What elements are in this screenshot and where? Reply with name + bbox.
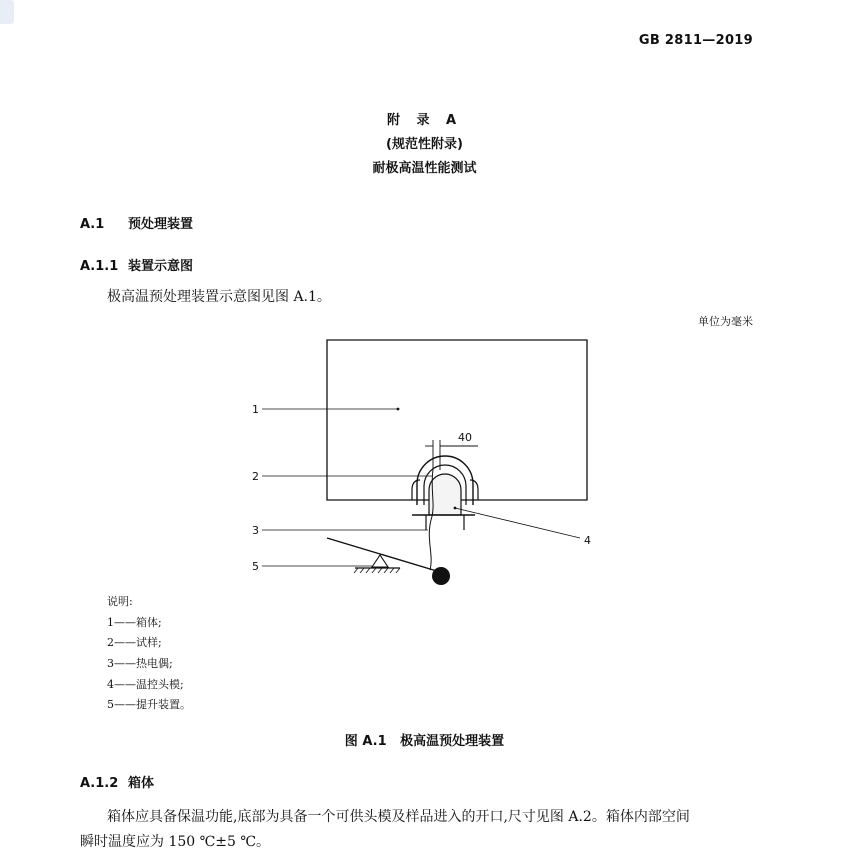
legend-item-1: 1——箱体; (107, 616, 162, 629)
appendix-title: 耐极高温性能测试 (372, 161, 477, 176)
callout-5: 5 (252, 560, 259, 573)
lift-weight (432, 567, 450, 585)
section-a12-number: A.1.2 (80, 776, 119, 791)
callout-1: 1 (252, 403, 259, 416)
section-a12-heading (80, 772, 154, 791)
section-a11-paragraph: 极高温预处理装置示意图见图 A.1。 (107, 289, 331, 305)
section-a11-title: 装置示意图 (128, 259, 194, 274)
leader-4 (455, 508, 580, 538)
legend-item-5: 5——提升装置。 (107, 698, 191, 711)
legend-item-2: 2——试样; (107, 636, 162, 649)
callout-2: 2 (252, 470, 259, 483)
legend-title: 说明: (107, 595, 133, 608)
head-form (429, 474, 461, 515)
section-a12-paragraph-line-2: 瞬时温度应为 150 ℃±5 ℃。 (80, 834, 271, 850)
unit-note: 单位为毫米 (698, 315, 753, 328)
standard-number: GB 2811—2019 (638, 33, 753, 48)
section-a11-number: A.1.1 (80, 259, 119, 274)
section-a1-number: A.1 (80, 217, 105, 232)
callout-4: 4 (584, 534, 591, 547)
legend-item-3: 3——热电偶; (107, 657, 173, 670)
lever-pivot (372, 555, 388, 567)
appendix-label: 附 录 A (386, 113, 463, 128)
section-a12-paragraph-line-1: 箱体应具备保温功能,底部为具备一个可供头模及样品进入的开口,尺寸见图 A.2。箱体内部空间 (107, 809, 690, 825)
callout-3: 3 (252, 524, 259, 537)
appendix-subtitle: (规范性附录) (386, 137, 463, 152)
section-a12-title: 箱体 (128, 776, 155, 791)
legend-item-4: 4——温控头模; (107, 678, 184, 691)
dimension-label: 40 (458, 431, 472, 444)
figure-caption: 图 A.1 极高温预处理装置 (344, 734, 505, 749)
section-a1-title: 预处理装置 (128, 217, 194, 232)
